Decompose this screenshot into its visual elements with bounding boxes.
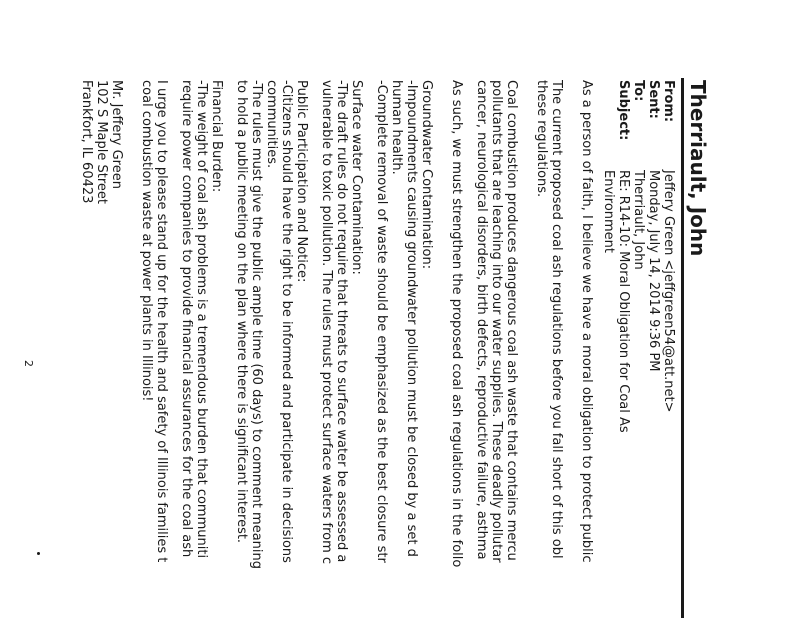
page-number: 2: [22, 360, 35, 367]
groundwater-section: [374, 80, 434, 618]
paragraph-line: coal combustion waste at power plants in Illinois!: [139, 80, 154, 402]
subject-continuation: Environment: [601, 170, 616, 254]
signature-address-line: 102 S Maple Street: [94, 80, 109, 205]
from-value: Jeffery Green <jeffgreen54@att.net>: [661, 170, 676, 413]
email-header: [601, 80, 676, 433]
paragraph-line: As such, we must strengthen the proposed coal ash regulations in the follo: [449, 80, 464, 568]
intro-line: As a person of faith, I believe we have a moral obligation to protect public: [579, 80, 594, 563]
financial-burden-section: [179, 80, 224, 618]
section-line: vulnerable to toxic pollution. The rules must protect surface waters from c: [319, 80, 334, 565]
paragraph-line: Coal combustion produces dangerous coal ash waste that contains mercu: [504, 80, 519, 561]
subject-value: RE: R14-10: Moral Obligation for Coal As: [616, 170, 631, 433]
intro-paragraph: [579, 80, 594, 618]
section-heading: Public Participation and Notice:: [294, 80, 309, 283]
to-row: [631, 80, 646, 433]
section-line: communities.: [264, 80, 279, 169]
coal-combustion-paragraph: [474, 80, 519, 618]
sent-value: Monday, July 14, 2014 9:36 PM: [646, 170, 661, 372]
to-label: To:: [631, 80, 646, 102]
section-line: -The rules must give the public ample time (60 days) to comment meaning: [249, 80, 264, 570]
paragraph-line: these regulations.: [534, 80, 549, 198]
surface-water-section: [319, 80, 364, 618]
paragraph-line: The current proposed coal ash regulations before you fall short of this obl: [549, 80, 564, 559]
sent-label: Sent:: [646, 80, 661, 119]
section-line: -Citizens should have the right to be informed and participate in decisions: [279, 80, 294, 563]
section-heading: Financial Burden:: [209, 80, 224, 193]
email-body: [79, 80, 594, 618]
section-line: -The draft rules do not require that threats to surface water be assessed a: [334, 80, 349, 563]
section-line: -Complete removal of waste should be emphasized as the best closure str: [374, 80, 389, 563]
public-participation-section: [234, 80, 309, 618]
section-line: human health.: [389, 80, 404, 175]
regulations-paragraph: [534, 80, 564, 618]
sent-row: [646, 80, 661, 433]
closing-paragraph: [139, 80, 169, 618]
from-label: From:: [661, 80, 676, 123]
from-row: [661, 80, 676, 433]
subject-row: [616, 80, 631, 433]
section-line: -Impoundments causing groundwater pollution must be closed by a set d: [404, 80, 419, 557]
section-line: -The weight of coal ash problems is a tremendous burden that communiti: [194, 80, 209, 559]
scan-speck: [37, 552, 40, 555]
paragraph-line: pollutants that are leaching into our water supplies. These deadly pollutar: [489, 80, 504, 563]
subject-label: Subject:: [616, 80, 631, 141]
paragraph-line: cancer, neurological disorders, birth defects, reproductive failure, asthma: [474, 80, 489, 560]
title-rule: [681, 78, 684, 618]
section-line: to hold a public meeting on the plan where there is significant interest.: [234, 80, 249, 544]
signature-address-line: Frankfort, IL 60423: [79, 80, 94, 204]
strengthen-paragraph: [449, 80, 464, 618]
section-line: require power companies to provide financial assurances for the coal ash: [179, 80, 194, 558]
to-value: Therriault, John: [631, 170, 646, 270]
document-title: Therriault, John: [686, 80, 710, 257]
paragraph-line: I urge you to please stand up for the health and safety of Illinois families t: [154, 80, 169, 563]
section-heading: Groundwater Contamination:: [419, 80, 434, 270]
section-heading: Surface water Contamination:: [349, 80, 364, 275]
signature-block: [79, 80, 124, 618]
signature-name: Mr. Jeffery Green: [109, 80, 124, 189]
